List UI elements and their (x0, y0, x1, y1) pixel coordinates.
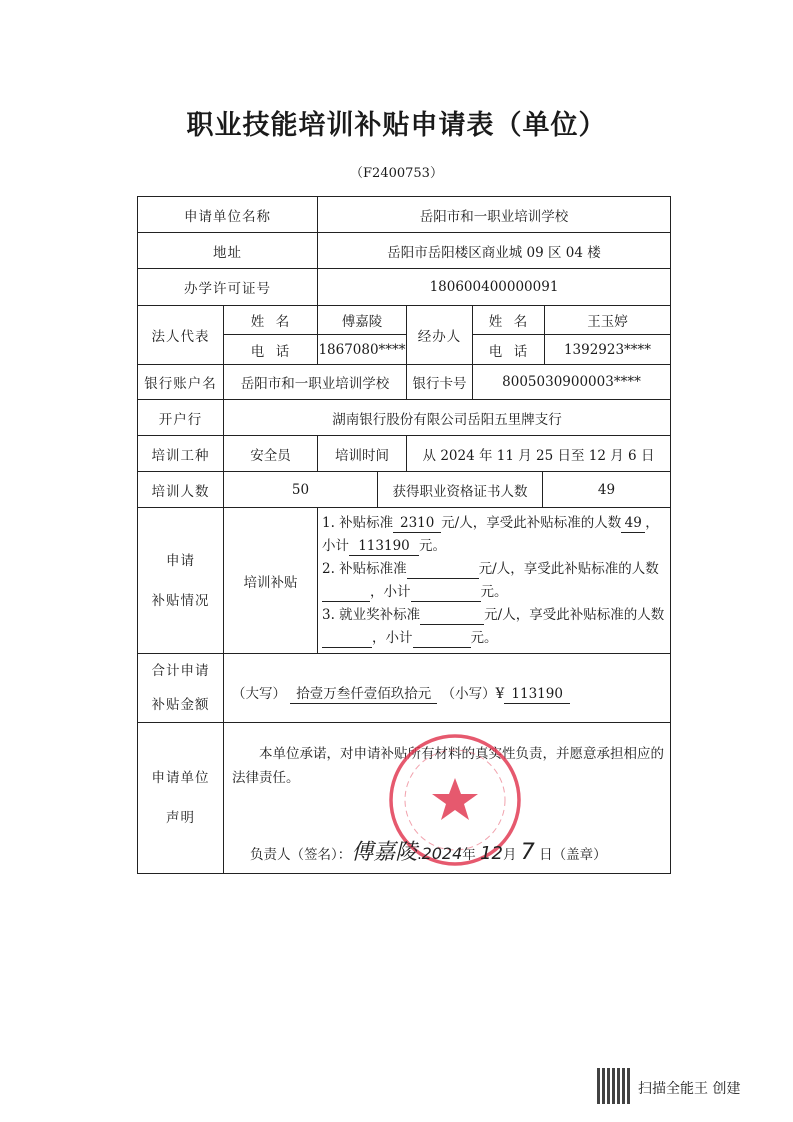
sign-month: 12 (480, 843, 503, 864)
trade-label: 培训工种 (137, 435, 224, 472)
total-amount (232, 682, 570, 704)
handler-phone: 1392923**** (544, 334, 671, 365)
day-unit: 日（盖章） (539, 847, 607, 863)
s1-unit: 元。 (419, 538, 446, 554)
total-upper-label: （大写） (232, 686, 286, 702)
signer-label: 负责人（签名）： (250, 847, 352, 863)
time-label: 培训时间 (317, 435, 407, 472)
license-label: 办学许可证号 (137, 268, 318, 306)
form-code: （F2400753） (350, 166, 443, 181)
s1-text: 元/人，享受此补贴标准的人数 (441, 515, 622, 531)
certified: 49 (542, 471, 671, 508)
trainees-label: 培训人数 (137, 471, 224, 508)
subsidy-line-1 (322, 512, 668, 558)
bank-label: 开户行 (137, 399, 224, 436)
bank-card-label: 银行卡号 (406, 364, 473, 400)
s2-subtotal-label: ，小计 (370, 584, 411, 600)
qr-code-icon (597, 1068, 631, 1104)
s3-label: 3. 就业奖补标准 (322, 607, 421, 623)
declaration-text: 本单位承诺，对申请补贴所有材料的真实性负责，并愿意承担相应的法律责任。 (232, 746, 664, 786)
address-label: 地址 (137, 232, 318, 269)
handler-name-label: 姓 名 (472, 305, 545, 335)
handler-label: 经办人 (406, 305, 473, 365)
total-upper: 拾壹万叁仟壹佰玖拾元 (290, 685, 437, 704)
address: 岳阳市岳阳楼区商业城 09 区 04 楼 (317, 232, 671, 269)
scanner-watermark: 扫描全能王 创建 (638, 1081, 741, 1097)
subsidy-type: 培训补贴 (223, 507, 318, 654)
subsidy-label-2: 补贴情况 (151, 592, 210, 609)
bank-card: 8005030900003**** (472, 364, 671, 400)
unit-name-label: 申请单位名称 (137, 196, 318, 233)
legal-rep-name-label: 姓 名 (223, 305, 318, 335)
training-time: 从 2024 年 11 月 25 日至 12 月 6 日 (406, 435, 671, 472)
s1-subtotal: 113190 (349, 537, 419, 556)
s1-subtotal-label: ，小计 (322, 515, 659, 554)
total-label (137, 653, 224, 723)
s3-unit: 元。 (470, 630, 498, 646)
subsidy-details (322, 512, 668, 650)
total-lower-label: （小写）¥ (441, 686, 505, 702)
unit-name: 岳阳市和一职业培训学校 (317, 196, 671, 233)
s1-count: 49 (621, 514, 645, 533)
declaration-label-1: 申请单位 (151, 770, 210, 786)
handler-phone-label: 电 话 (472, 334, 545, 365)
bank: 湖南银行股份有限公司岳阳五里牌支行 (223, 399, 671, 436)
s2-text: 元/人，享受此补贴标准的人数 (478, 561, 659, 577)
signature-line: 负责人（签名）：傅嘉陵.2024年 12月 7 日（盖章） (250, 840, 607, 865)
subsidy-line-3 (322, 604, 668, 650)
legal-rep-phone-label: 电 话 (223, 334, 318, 365)
bank-account: 岳阳市和一职业培训学校 (223, 364, 407, 400)
certified-label: 获得职业资格证书人数 (377, 471, 543, 508)
trainees: 50 (223, 471, 378, 508)
legal-rep-label: 法人代表 (137, 305, 224, 365)
legal-rep-phone: 1867080**** (317, 334, 407, 365)
trade: 安全员 (223, 435, 318, 472)
total-lower: 113190 (504, 685, 570, 704)
s1-rate: 2310 (393, 514, 441, 533)
s2-label: 2. 补贴标准准 (322, 561, 407, 577)
s1-label: 1. 补贴标准 (322, 515, 394, 531)
declaration-label (137, 722, 224, 874)
s2-unit: 元。 (480, 584, 508, 600)
page-title: 职业技能培训补贴申请表（单位） (186, 110, 607, 141)
s3-subtotal-label: ，小计 (372, 630, 413, 646)
month-unit: 月 (502, 847, 517, 863)
sign-year: 2024 (421, 844, 463, 863)
legal-rep-name: 傅嘉陵 (317, 305, 407, 335)
total-label-2: 补贴金额 (151, 697, 210, 713)
license-number: 180600400000091 (317, 268, 671, 306)
s3-text: 元/人，享受此补贴标准的人数 (484, 607, 665, 623)
sign-day: 7 (520, 840, 535, 865)
subsidy-label-1: 申请 (166, 552, 195, 569)
signature: 傅嘉陵 (351, 840, 418, 865)
total-label-1: 合计申请 (151, 663, 210, 679)
subsidy-line-2 (322, 558, 668, 604)
bank-account-label: 银行账户名 (137, 364, 224, 400)
subsidy-label (137, 507, 224, 654)
declaration-label-2: 声明 (166, 810, 195, 826)
handler-name: 王玉婷 (544, 305, 671, 335)
year-unit: 年 (462, 847, 476, 863)
